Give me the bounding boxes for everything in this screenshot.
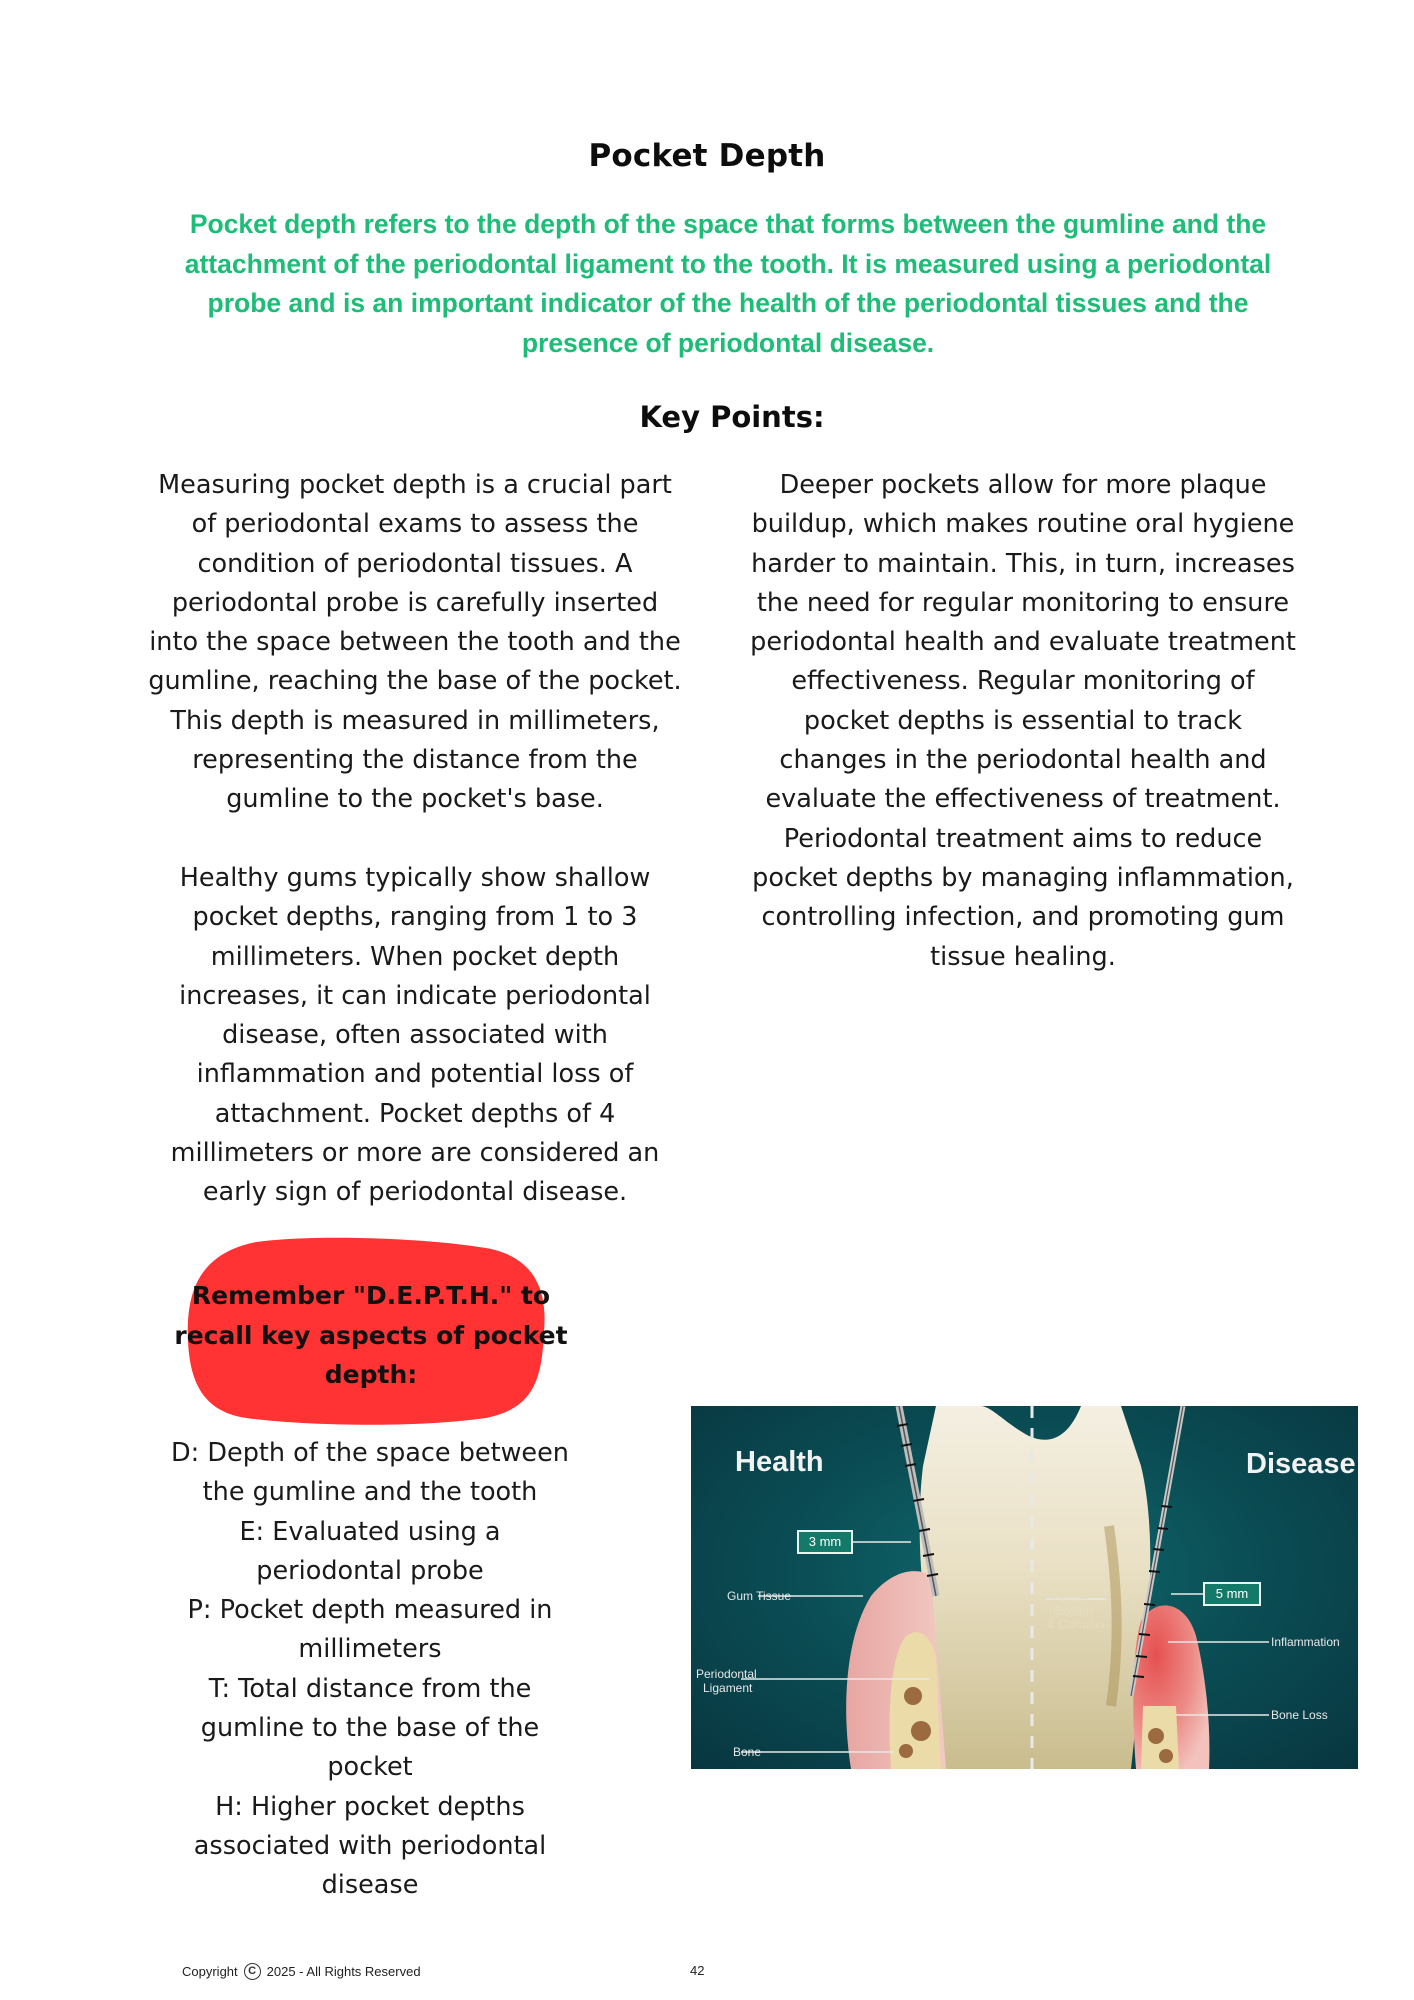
label-bone-loss: Bone Loss — [1271, 1708, 1328, 1722]
label-inflammation: Inflammation — [1271, 1635, 1340, 1649]
left-paragraph-measuring: Measuring pocket depth is a crucial part of periodontal exams to assess the condition of periodontal tissues. A periodontal probe is carefully inserted into the space between the tooth and the gumline, reaching the base of the pocket. This depth is measured in millimeters, representing the distance from the gumline to the pocket's base. — [148, 470, 682, 815]
depth-mnemonic-list — [170, 1434, 570, 1906]
right-column — [748, 466, 1298, 977]
health-heading: Health — [735, 1446, 824, 1478]
page-number: 42 — [690, 1963, 705, 1978]
label-plaque-2: (Biofilm) — [1049, 1604, 1093, 1618]
left-column — [145, 466, 685, 1213]
depth-mnemonic-callout — [174, 1236, 568, 1426]
label-gum-tissue: Gum Tissue — [727, 1589, 792, 1603]
copyright-prefix: Copyright — [182, 1964, 238, 1979]
health-vs-disease-illustration — [691, 1406, 1358, 1769]
health-depth-badge: 3 mm — [797, 1530, 853, 1554]
callout-text: Remember "D.E.P.T.H." to recall key aspects of pocket depth: — [174, 1281, 568, 1389]
mnemonic-item-e: E: Evaluated using a periodontal probe — [239, 1516, 501, 1586]
disease-heading: Disease — [1246, 1448, 1356, 1480]
label-plaque-3: & Calculus — [1047, 1617, 1105, 1631]
key-points-heading: Key Points: — [639, 400, 825, 434]
label-plaque-1: Plaque — [1051, 1591, 1089, 1605]
disease-depth-badge: 5 mm — [1203, 1582, 1261, 1606]
mnemonic-item-h: H: Higher pocket depths associated with periodontal disease — [193, 1791, 547, 1901]
mnemonic-item-p: P: Pocket depth measured in millimeters — [187, 1595, 553, 1665]
page-title: Pocket Depth — [588, 138, 826, 174]
mnemonic-item-d: D: Depth of the space between the gumline and the tooth — [171, 1438, 569, 1508]
intro-definition: Pocket depth refers to the depth of the space that forms between the gumline and the attachment of the periodontal ligament to the tooth. It is measured using a periodontal probe and is an important indicator of the health of the periodontal tissues and the presence of periodontal disease. — [184, 209, 1272, 358]
label-periodontal-ligament-2: Ligament — [703, 1681, 753, 1695]
left-paragraph-healthy-gums: Healthy gums typically show shallow pocket depths, ranging from 1 to 3 millimeters. When pocket depth increases, it can indicate periodontal disease, often associated with inflammation and potential loss of attachment. Pocket depths of 4 millimeters or more are considered an early sign of periodontal disease. — [170, 862, 660, 1208]
right-paragraph-deeper-pockets: Deeper pockets allow for more plaque buildup, which makes routine oral hygiene harder to maintain. This, in turn, increases the need for regular monitoring to ensure periodontal health and evaluate treatment effectiveness. Regular monitoring of pocket depths is essential to track changes in the periodontal health and evaluate the effectiveness of treatment. Periodontal treatment aims to reduce pocket depths by managing inflammation, controlling infection, and promoting gum tissue healing. — [750, 470, 1296, 972]
copyright-suffix: 2025 - All Rights Reserved — [266, 1964, 421, 1979]
copyright-icon: C — [244, 1963, 261, 1980]
label-periodontal-ligament-1: Periodontal — [696, 1667, 757, 1681]
footer-copyright — [182, 1963, 421, 1980]
label-bone: Bone — [733, 1745, 762, 1759]
mnemonic-item-t: T: Total distance from the gumline to the base of the pocket — [200, 1673, 540, 1783]
